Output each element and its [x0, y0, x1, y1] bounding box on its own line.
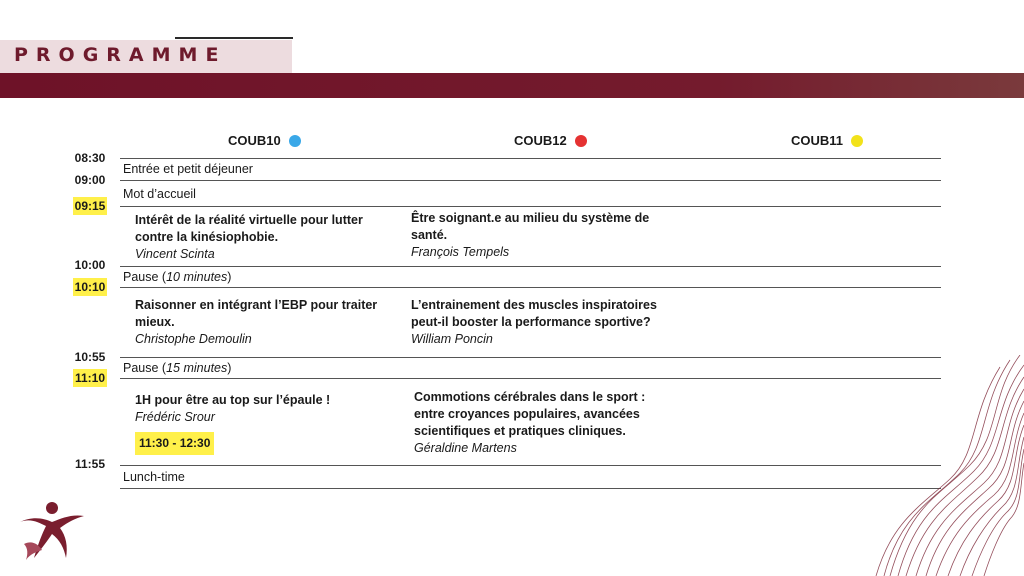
row-pause-1: [123, 270, 231, 284]
pause-prefix: Pause (: [123, 270, 167, 284]
blue-dot-icon: [289, 135, 301, 147]
header-accent-line: [175, 37, 293, 39]
divider: [120, 378, 941, 379]
column-header-coub10: [228, 133, 301, 148]
page-title: PROGRAMME: [14, 44, 227, 66]
divider: [120, 158, 941, 159]
time-1010-highlight: 10:10: [74, 280, 106, 294]
divider: [120, 266, 941, 267]
column-label: COUB11: [791, 133, 844, 148]
pause-suffix: ): [227, 270, 232, 284]
session-title: L’entrainement des muscles inspiratoires peut-il booster la performance sportive?: [411, 298, 657, 329]
pause-prefix: Pause (: [123, 361, 167, 375]
session-card: [135, 212, 385, 263]
row-lunch: Lunch-time: [123, 470, 185, 484]
pause-suffix: ): [227, 361, 232, 375]
header-band: [0, 73, 1024, 98]
red-dot-icon: [575, 135, 587, 147]
yellow-dot-icon: [851, 135, 863, 147]
session-card: [414, 389, 676, 457]
time-0830: 08:30: [74, 151, 106, 165]
session-speaker: William Poncin: [411, 332, 493, 346]
session-speaker: Géraldine Martens: [414, 441, 517, 455]
session-card: [411, 297, 676, 348]
row-breakfast: Entrée et petit déjeuner: [123, 162, 253, 176]
time-0900: 09:00: [74, 173, 106, 187]
time-1055: 10:55: [74, 350, 106, 364]
column-header-coub12: [514, 133, 587, 148]
session-card: [411, 210, 671, 261]
session-title: 1H pour être au top sur l’épaule !: [135, 393, 331, 407]
divider: [120, 206, 941, 207]
session-speaker: François Tempels: [411, 245, 510, 259]
row-welcome: Mot d’accueil: [123, 187, 196, 201]
time-1110-highlight: 11:10: [74, 371, 106, 385]
divider: [120, 287, 941, 288]
divider: [120, 488, 941, 489]
pause-duration: 15 minutes: [166, 361, 228, 375]
session-title: Intérêt de la réalité virtuelle pour lutter contre la kinésiophobie.: [135, 213, 363, 244]
session-title: Commotions cérébrales dans le sport : entre croyances populaires, avancées scientifiques et pratiques cliniques.: [414, 390, 646, 438]
session-speaker: Vincent Scinta: [135, 247, 215, 261]
session-time-badge: 11:30 - 12:30: [135, 432, 214, 455]
session-speaker: Frédéric Srour: [135, 410, 215, 424]
divider: [120, 465, 941, 466]
session-speaker: Christophe Demoulin: [135, 332, 252, 346]
column-label: COUB12: [514, 133, 567, 148]
pause-duration: 10 minutes: [166, 270, 228, 284]
divider: [120, 357, 941, 358]
column-label: COUB10: [228, 133, 281, 148]
runner-logo-icon: [16, 500, 86, 566]
session-card: [135, 392, 385, 455]
session-card: [135, 297, 385, 348]
session-title: Raisonner en intégrant l’EBP pour traiter mieux.: [135, 298, 378, 329]
time-0915-highlight: 09:15: [74, 199, 106, 213]
time-1155: 11:55: [74, 457, 106, 471]
decorative-wave-lines: [870, 355, 1024, 576]
session-title: Être soignant.e au milieu du système de santé.: [411, 211, 650, 242]
divider: [120, 180, 941, 181]
time-1000: 10:00: [74, 258, 106, 272]
column-header-coub11: [791, 133, 863, 148]
row-pause-2: [123, 361, 231, 375]
